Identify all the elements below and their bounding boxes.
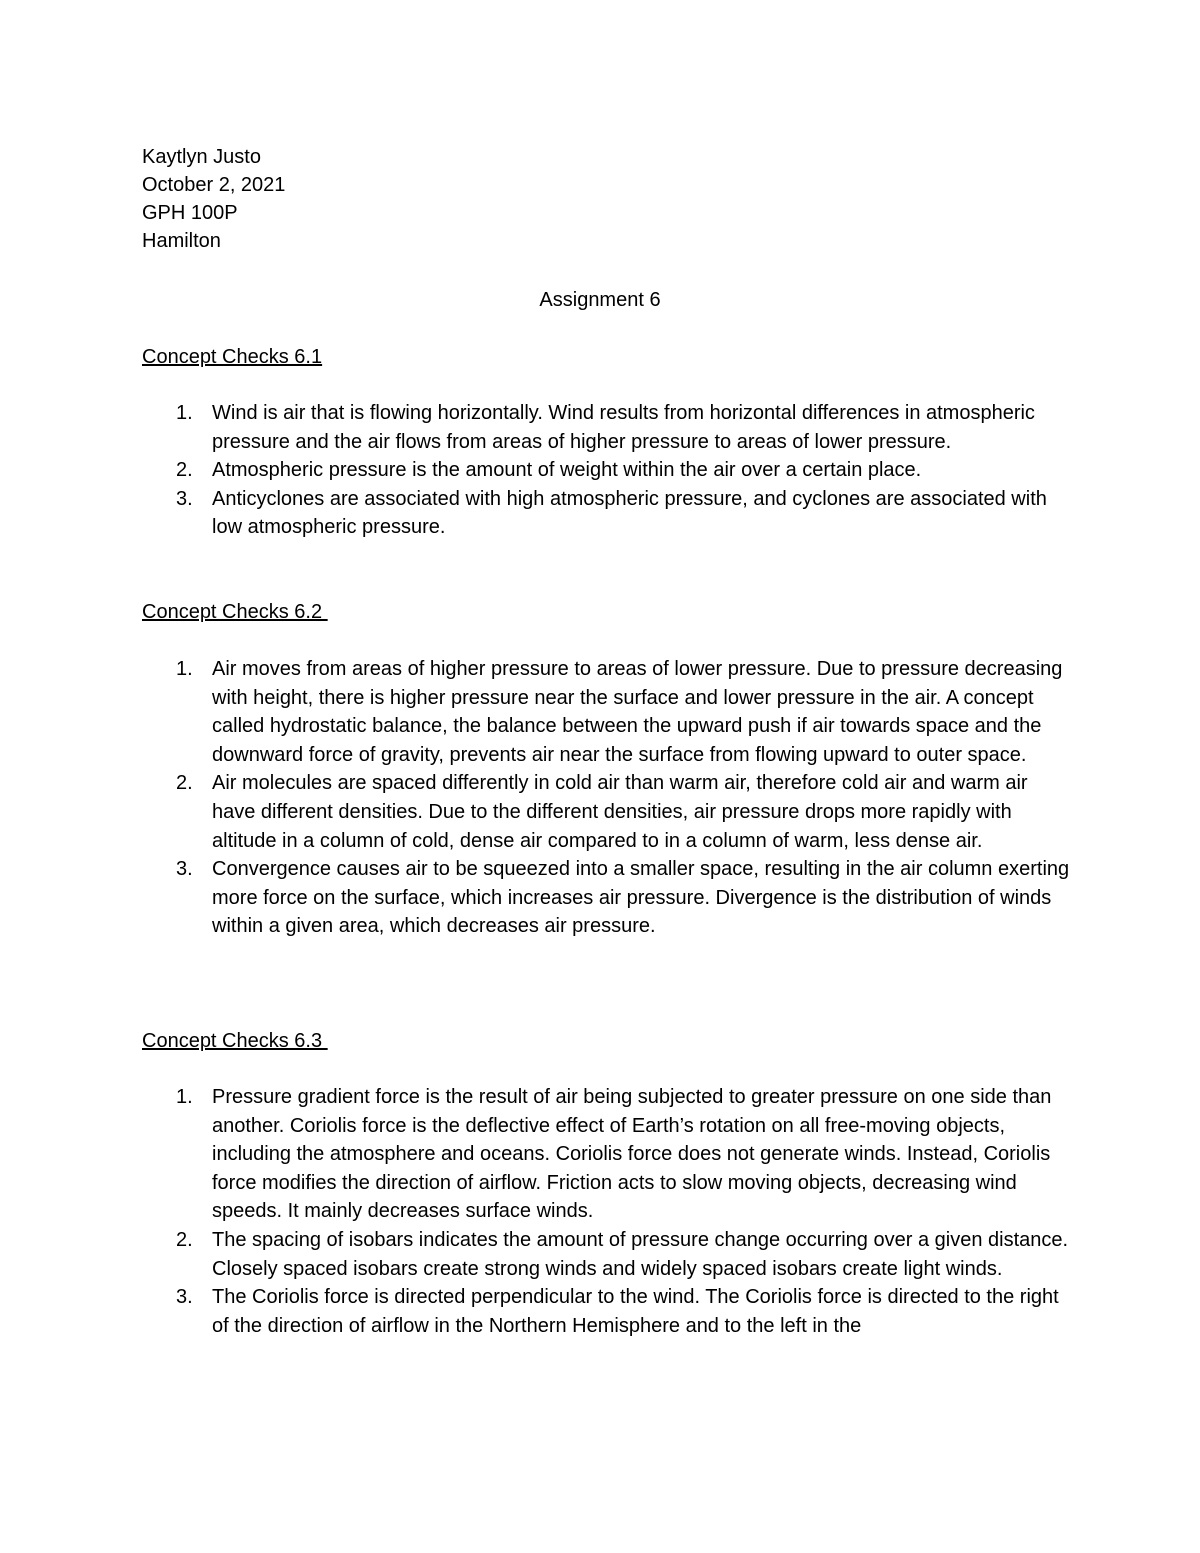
course-code: GPH 100P xyxy=(142,202,238,224)
item-number: 1. xyxy=(176,1086,193,1108)
item-number: 3. xyxy=(176,1286,193,1309)
list-item xyxy=(142,655,1072,769)
item-number: 2. xyxy=(176,1228,193,1251)
list-item xyxy=(142,769,1072,855)
item-text: The Coriolis force is directed perpendicular to the wind. The Coriolis force is directed to the right of the direction of airflow in the Northern Hemisphere and to the left in the xyxy=(212,1286,1059,1337)
item-text: Air molecules are spaced differently in cold air than warm air, therefore cold air and warm air have different densities. Due to the different densities, air pressure drops more rapidly with altitude in a column of cold, dense air compared to in a column of warm, less dense air. xyxy=(212,772,1028,852)
section-heading-6-2: Concept Checks 6.2 xyxy=(142,601,328,623)
item-number: 2. xyxy=(176,459,193,482)
item-number: 3. xyxy=(176,487,193,510)
list-item xyxy=(142,855,1072,941)
assignment-date: October 2, 2021 xyxy=(142,174,286,196)
list-item xyxy=(142,399,1072,456)
item-text: Anticyclones are associated with high atmospheric pressure, and cyclones are associated with low atmospheric pressure. xyxy=(212,487,1047,539)
section-list-6-2 xyxy=(142,655,1072,941)
item-number: 1. xyxy=(176,402,193,424)
item-text: Air moves from areas of higher pressure to areas of lower pressure. Due to pressure decreasing with height, there is higher pressure near the surface and lower pressure in the air. A concept called hydrostatic balance, the balance between the upward push if air towards space and the downward force of gravity, prevents air near the surface from flowing upward to outer space. xyxy=(212,658,1063,766)
item-text: Pressure gradient force is the result of air being subjected to greater pressure on one side than another. Coriolis force is the deflective effect of Earth’s rotation on all free-moving objects, including the atmosphere and oceans. Coriolis force does not generate winds. Instead, Coriolis force modifies the direction of airflow. Friction acts to slow moving objects, decreasing wind speeds. It mainly decreases surface winds. xyxy=(212,1086,1052,1223)
item-text: Convergence causes air to be squeezed into a smaller space, resulting in the air column exerting more force on the surface, which increases air pressure. Divergence is the distribution of winds within a given area, which decreases air pressure. xyxy=(212,858,1070,938)
section-heading-6-3: Concept Checks 6.3 xyxy=(142,1030,328,1052)
student-header xyxy=(142,143,285,255)
list-item xyxy=(142,485,1072,542)
item-text: Wind is air that is flowing horizontally. Wind results from horizontal differences in atmospheric pressure and the air flows from areas of higher pressure to areas of lower pressure. xyxy=(212,402,1035,453)
instructor-name: Hamilton xyxy=(142,230,221,252)
item-text: The spacing of isobars indicates the amount of pressure change occurring over a given distance. Closely spaced isobars create strong winds and widely spaced isobars create light winds. xyxy=(212,1228,1069,1280)
item-number: 3. xyxy=(176,858,193,881)
document-title: Assignment 6 xyxy=(539,289,661,311)
section-list-6-3 xyxy=(142,1083,1072,1340)
list-item xyxy=(142,1226,1072,1283)
item-number: 2. xyxy=(176,772,193,795)
section-list-6-1 xyxy=(142,399,1072,542)
section-heading-6-1: Concept Checks 6.1 xyxy=(142,346,323,368)
student-name: Kaytlyn Justo xyxy=(142,146,261,168)
list-item xyxy=(142,456,1072,485)
list-item xyxy=(142,1283,1072,1340)
list-item xyxy=(142,1083,1072,1226)
item-text: Atmospheric pressure is the amount of weight within the air over a certain place. xyxy=(212,459,922,482)
item-number: 1. xyxy=(176,658,193,680)
